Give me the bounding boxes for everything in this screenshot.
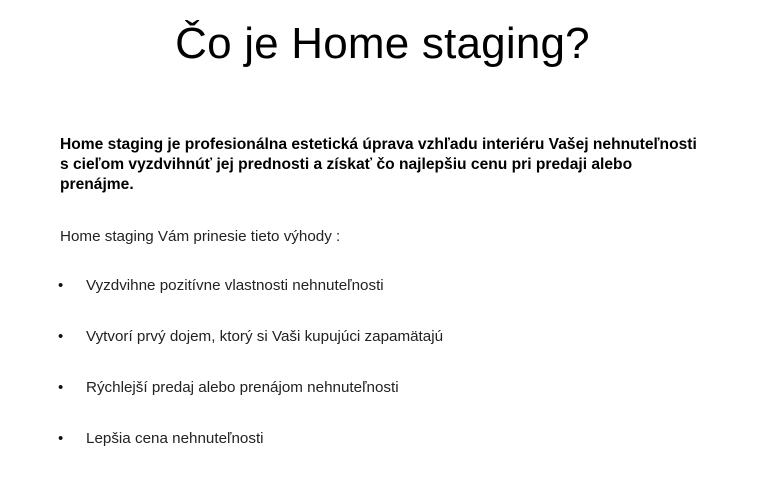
list-item-text: Vyzdvihne pozitívne vlastnosti nehnuteľnosti [86, 277, 384, 294]
bullet-icon: • [58, 328, 64, 345]
lead-paragraph: Home staging je profesionálna estetická úprava vzhľadu interiéru Vašej nehnuteľnosti s cieľom vyzdvihnúť jej prednosti a získať čo najlepšiu cenu pri predaji alebo prenájme. [60, 136, 697, 193]
list-item-text: Vytvorí prvý dojem, ktorý si Vaši kupujúci zapamätajú [86, 328, 444, 345]
bullet-icon: • [58, 430, 64, 447]
slide-title: Čo je Home staging? [175, 19, 590, 68]
list-item-text: Lepšia cena nehnuteľnosti [86, 430, 264, 447]
list-item-text: Rýchlejší predaj alebo prenájom nehnuteľnosti [86, 379, 399, 396]
benefits-intro: Home staging Vám prinesie tieto výhody : [60, 228, 341, 245]
bullet-icon: • [58, 379, 64, 396]
bullet-icon: • [58, 277, 64, 294]
